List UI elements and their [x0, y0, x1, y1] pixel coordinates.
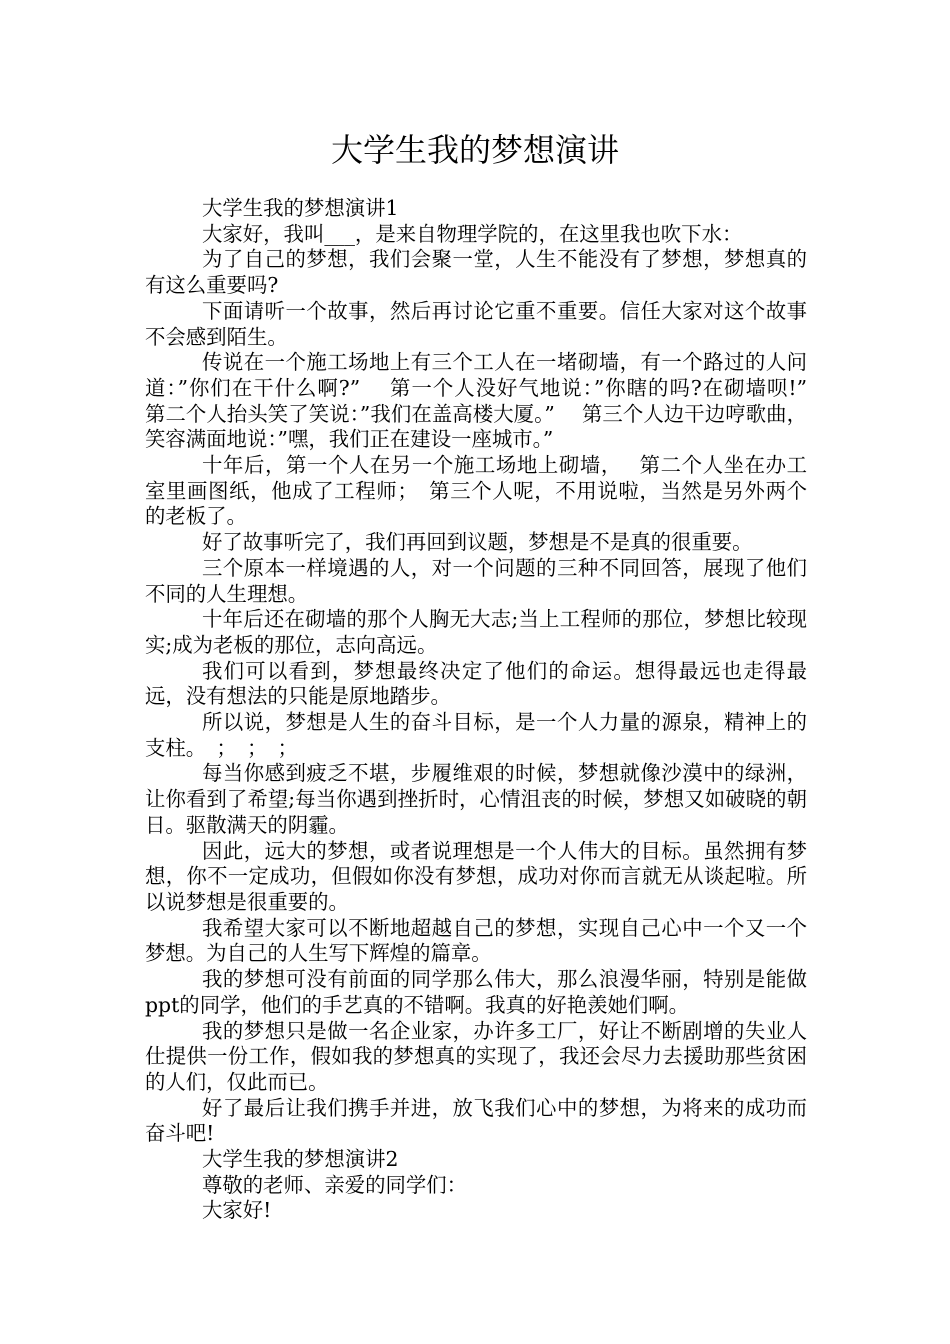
- paragraph: 每当你感到疲乏不堪，步履维艰的时候，梦想就像沙漠中的绿洲，让你看到了希望;每当你遇到挫折时，心情沮丧的时候，梦想又如破晓的朝日。驱散满天的阴霾。: [145, 761, 807, 837]
- paragraph: 为了自己的梦想，我们会聚一堂，人生不能没有了梦想，梦想真的有这么重要吗?: [145, 247, 807, 298]
- paragraph: 大家好!: [202, 1198, 272, 1223]
- paragraph: 所以说，梦想是人生的奋斗目标，是一个人力量的源泉，精神上的支柱。 ； ； ；: [145, 710, 807, 760]
- paragraph: 大学生我的梦想演讲2: [202, 1147, 399, 1172]
- paragraph: 我们可以看到，梦想最终决定了他们的命运。想得最远也走得最远，没有想法的只能是原地踏步。: [145, 658, 807, 709]
- paragraph: 十年后，第一个人在另一个施工场地上砌墙， 第二个人坐在办工室里画图纸，他成了工程师； 第三个人呢，不用说啦，当然是另外两个的老板了。: [145, 453, 807, 529]
- paragraph: 大家好，我叫___，是来自物理学院的，在这里我也吹下水：: [202, 221, 743, 246]
- document-title: 大学生我的梦想演讲: [330, 131, 619, 169]
- paragraph: 我的梦想只是做一名企业家，办许多工厂，好让不断剧增的失业人仕提供一份工作，假如我的梦想真的实现了，我还会尽力去援助那些贫困的人们，仅此而已。: [145, 1018, 807, 1094]
- paragraph: 大学生我的梦想演讲1: [202, 196, 399, 220]
- paragraph: 尊敬的老师、亲爱的同学们：: [202, 1172, 468, 1197]
- paragraph: 我希望大家可以不断地超越自己的梦想，实现自己心中一个又一个梦想。为自己的人生写下辉煌的篇章。: [145, 915, 807, 966]
- document-body: [145, 196, 834, 1224]
- paragraph: 好了最后让我们携手并进，放飞我们心中的梦想，为将来的成功而奋斗吧!: [145, 1095, 807, 1146]
- paragraph: 传说在一个施工场地上有三个工人在一堵砌墙，有一个路过的人问道：”你们在干什么啊?” 第一个人没好气地说：”你瞎的吗?在砌墙呗!” 第二个人抬头笑了笑说：”我们在盖高楼大厦。” 第三个人边干边哼歌曲，笑容满面地说：”嘿，我们正在建设一座城市。”: [145, 350, 834, 452]
- paragraph: 好了故事听完了，我们再回到议题，梦想是不是真的很重要。: [202, 530, 753, 555]
- paragraph: 三个原本一样境遇的人，对一个问题的三种不同回答，展现了他们不同的人生理想。: [145, 555, 807, 606]
- paragraph: 十年后还在砌墙的那个人胸无大志;当上工程师的那位，梦想比较现实;成为老板的那位，志向高远。: [145, 607, 807, 657]
- paragraph: 下面请听一个故事，然后再讨论它重不重要。信任大家对这个故事不会感到陌生。: [145, 298, 807, 349]
- paragraph: 因此，远大的梦想，或者说理想是一个人伟大的目标。虽然拥有梦想，你不一定成功，但假如你没有梦想，成功对你而言就无从谈起啦。所以说梦想是很重要的。: [145, 838, 807, 914]
- paragraph: 我的梦想可没有前面的同学那么伟大，那么浪漫华丽，特别是能做ppt的同学，他们的手艺真的不错啊。我真的好艳羡她们啊。: [145, 967, 807, 1017]
